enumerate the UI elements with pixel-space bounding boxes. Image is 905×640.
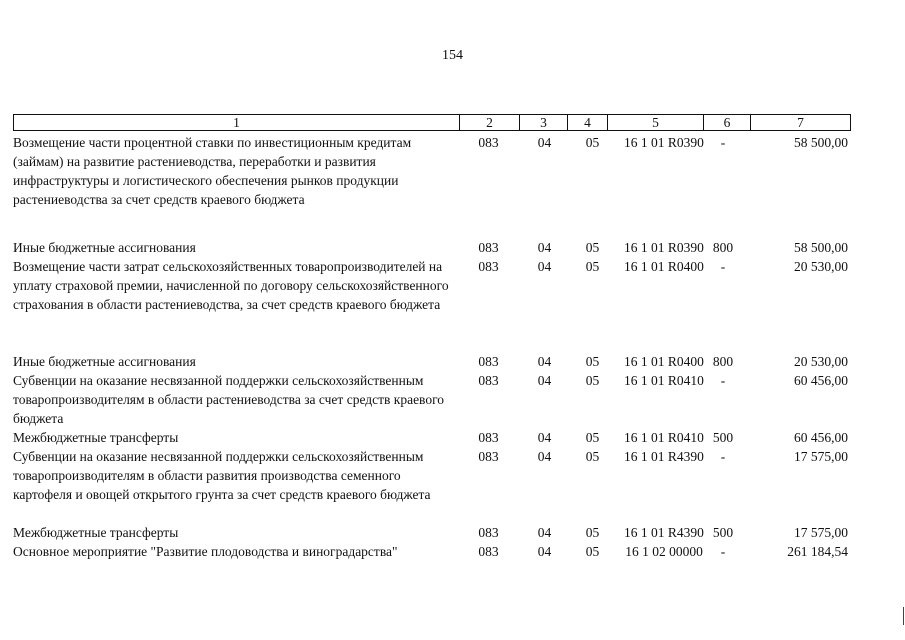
row-target-article: 16 1 01 R0410 <box>624 373 704 388</box>
row-name: Иные бюджетные ассигнования <box>13 240 196 255</box>
row-subsection: 05 <box>585 373 600 388</box>
row-target-article: 16 1 01 R0410 <box>624 430 704 445</box>
row-name: Возмещение части затрат сельскохозяйственных товаропроизводителей на уплату страховой премии, начисленной по договору сельскохозяйственного страхования в области растениеводства, за счет средств краевого бюджета <box>13 259 449 312</box>
margin-mark <box>903 607 904 625</box>
header-col-5: 5 <box>608 115 704 131</box>
row-name: Межбюджетные трансферты <box>13 430 179 445</box>
row-target-article: 16 1 01 R0400 <box>624 354 704 369</box>
row-subsection: 05 <box>585 240 600 255</box>
row-amount: 17 575,00 <box>794 525 848 540</box>
row-section: 04 <box>537 544 552 559</box>
table-row <box>13 133 850 238</box>
row-name: Субвенции на оказание несвязанной поддержки сельскохозяйственным товаропроизводителям в области развития производства семенного картофеля и овощей открытого грунта за счет средств краевого бюджета <box>13 449 431 502</box>
row-code-ministry: 083 <box>478 449 499 464</box>
table-row <box>13 371 850 428</box>
row-expense-type: 500 <box>712 430 734 445</box>
row-code-ministry: 083 <box>478 544 499 559</box>
row-section: 04 <box>537 373 552 388</box>
row-subsection: 05 <box>585 354 600 369</box>
row-code-ministry: 083 <box>478 430 499 445</box>
row-subsection: 05 <box>585 430 600 445</box>
row-section: 04 <box>537 430 552 445</box>
row-name: Возмещение части процентной ставки по инвестиционным кредитам (займам) на развитие растениеводства, переработки и развития инфраструктуры и логистического обеспечения рынков продукции растениеводства за счет средств краевого бюджета <box>13 135 412 207</box>
table-row <box>13 428 850 447</box>
row-subsection: 05 <box>585 525 600 540</box>
row-target-article: 16 1 01 R0400 <box>624 259 704 274</box>
row-code-ministry: 083 <box>478 240 499 255</box>
row-amount: 20 530,00 <box>794 259 848 274</box>
row-expense-type: - <box>720 373 726 388</box>
table-row <box>13 352 850 371</box>
row-name: Иные бюджетные ассигнования <box>13 354 196 369</box>
row-expense-type: - <box>720 449 726 464</box>
row-name: Субвенции на оказание несвязанной поддержки сельскохозяйственным товаропроизводителям в области растениеводства за счет средств краевого бюджета <box>13 373 445 426</box>
table-row <box>13 447 850 523</box>
row-expense-type: 800 <box>712 240 734 255</box>
row-code-ministry: 083 <box>478 354 499 369</box>
header-col-2: 2 <box>460 115 520 131</box>
header-col-1: 1 <box>14 115 460 131</box>
table-body <box>13 133 850 561</box>
row-expense-type: 800 <box>712 354 734 369</box>
header-col-4: 4 <box>568 115 608 131</box>
page-number: 154 <box>442 48 463 63</box>
row-name: Межбюджетные трансферты <box>13 525 179 540</box>
row-target-article: 16 1 01 R4390 <box>624 449 704 464</box>
row-code-ministry: 083 <box>478 259 499 274</box>
header-col-7: 7 <box>751 115 851 131</box>
row-subsection: 05 <box>585 135 600 150</box>
row-code-ministry: 083 <box>478 373 499 388</box>
row-expense-type: - <box>720 259 726 274</box>
row-amount: 58 500,00 <box>794 240 848 255</box>
row-subsection: 05 <box>585 449 600 464</box>
row-amount: 60 456,00 <box>794 373 848 388</box>
row-target-article: 16 1 01 R0390 <box>624 135 704 150</box>
row-amount: 58 500,00 <box>794 135 848 150</box>
row-subsection: 05 <box>585 259 600 274</box>
row-code-ministry: 083 <box>478 525 499 540</box>
row-target-article: 16 1 01 R4390 <box>624 525 704 540</box>
row-amount: 261 184,54 <box>787 544 848 559</box>
header-col-6: 6 <box>704 115 751 131</box>
table-row <box>13 523 850 542</box>
row-section: 04 <box>537 135 552 150</box>
row-amount: 60 456,00 <box>794 430 848 445</box>
row-expense-type: - <box>720 544 726 559</box>
row-section: 04 <box>537 525 552 540</box>
row-expense-type: 500 <box>712 525 734 540</box>
row-subsection: 05 <box>585 544 600 559</box>
row-amount: 20 530,00 <box>794 354 848 369</box>
table-row <box>13 238 850 257</box>
row-section: 04 <box>537 354 552 369</box>
table-header <box>13 114 851 131</box>
row-expense-type: - <box>720 135 726 150</box>
row-section: 04 <box>537 259 552 274</box>
row-name: Основное мероприятие "Развитие плодоводства и виноградарства" <box>13 544 398 559</box>
table-row <box>13 542 850 561</box>
row-section: 04 <box>537 449 552 464</box>
row-target-article: 16 1 02 00000 <box>625 544 703 559</box>
table-row <box>13 257 850 352</box>
row-amount: 17 575,00 <box>794 449 848 464</box>
row-target-article: 16 1 01 R0390 <box>624 240 704 255</box>
row-code-ministry: 083 <box>478 135 499 150</box>
header-col-3: 3 <box>520 115 568 131</box>
row-section: 04 <box>537 240 552 255</box>
